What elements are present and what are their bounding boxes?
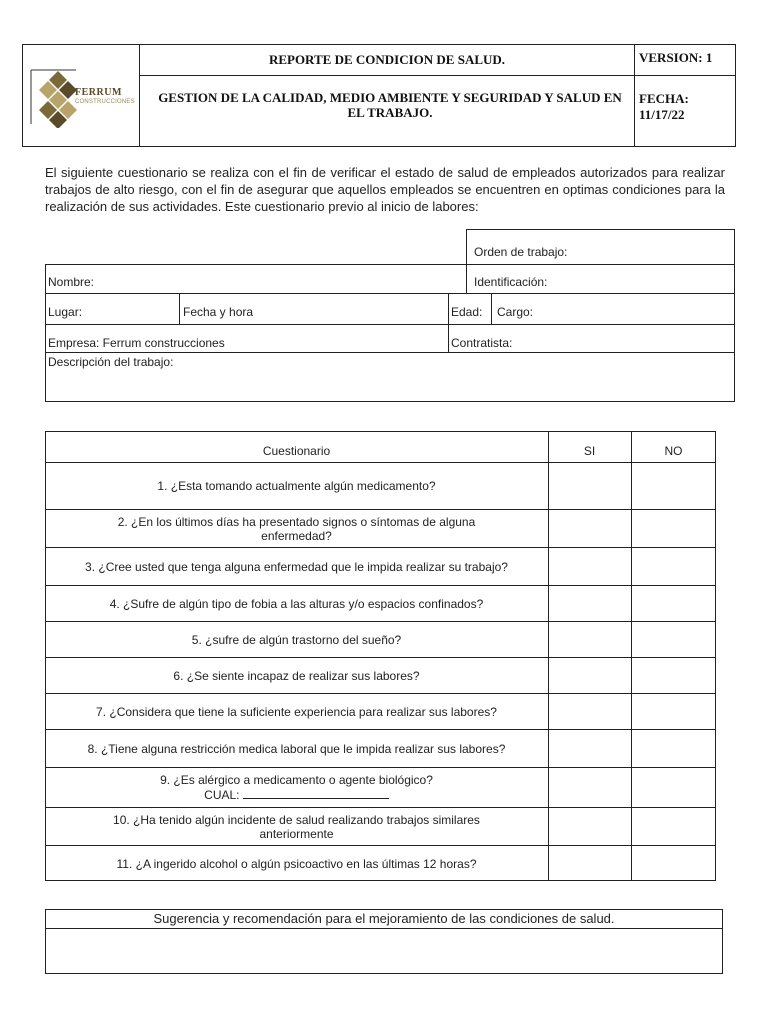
question-10-line-2: anteriormente bbox=[259, 826, 334, 841]
report-title: REPORTE DE CONDICION DE SALUD. bbox=[268, 52, 506, 67]
logo-subtitle: CONSTRUCCIONES bbox=[75, 99, 135, 105]
question-2-line-1: 2. ¿En los últimos días ha presentado signos o síntomas de alguna bbox=[117, 514, 476, 529]
question-6: 6. ¿Se siente incapaz de realizar sus labores? bbox=[173, 668, 420, 683]
question-9-line-2 bbox=[204, 787, 389, 802]
answer-si-1[interactable] bbox=[549, 463, 631, 509]
no-column-header: NO bbox=[664, 444, 683, 458]
sugerencia-field[interactable] bbox=[46, 929, 722, 973]
contratista-label: Contratista: bbox=[451, 336, 513, 350]
answer-si-8[interactable] bbox=[549, 730, 631, 767]
company-logo bbox=[28, 66, 134, 128]
nombre-label: Nombre: bbox=[48, 275, 95, 289]
answer-no-1[interactable] bbox=[632, 463, 716, 509]
answer-no-6[interactable] bbox=[632, 658, 716, 693]
question-11: 11. ¿A ingerido alcohol o algún psicoactivo en las últimas 12 horas? bbox=[116, 856, 477, 871]
fecha-value: 11/17/22 bbox=[639, 107, 685, 122]
logo-name: FERRUM bbox=[75, 87, 122, 98]
descripcion-label: Descripción del trabajo: bbox=[48, 355, 174, 369]
answer-no-3[interactable] bbox=[632, 548, 716, 585]
answer-si-6[interactable] bbox=[549, 658, 631, 693]
answer-si-4[interactable] bbox=[549, 586, 631, 621]
answer-no-8[interactable] bbox=[632, 730, 716, 767]
lugar-label: Lugar: bbox=[48, 305, 83, 319]
answer-no-9[interactable] bbox=[632, 768, 716, 807]
sugerencia-header: Sugerencia y recomendación para el mejoramiento de las condiciones de salud. bbox=[153, 911, 615, 926]
answer-si-10[interactable] bbox=[549, 808, 631, 845]
question-9-line-1: 9. ¿Es alérgico a medicamento o agente biológico? bbox=[160, 773, 433, 787]
answer-no-11[interactable] bbox=[632, 846, 716, 881]
answer-no-7[interactable] bbox=[632, 694, 716, 729]
edad-label: Edad: bbox=[451, 305, 483, 319]
question-8: 8. ¿Tiene alguna restricción medica laboral que le impida realizar sus labores? bbox=[87, 741, 506, 756]
fecha-label: FECHA: bbox=[639, 91, 689, 106]
question-10-line-1: 10. ¿Ha tenido algún incidente de salud realizando trabajos similares bbox=[113, 812, 480, 827]
report-subtitle: GESTION DE LA CALIDAD, MEDIO AMBIENTE Y SEGURIDAD Y SALUD EN EL TRABAJO. bbox=[158, 89, 622, 120]
fecha-hora-label: Fecha y hora bbox=[183, 305, 254, 319]
header-divider bbox=[634, 44, 635, 147]
question-1: 1. ¿Esta tomando actualmente algún medicamento? bbox=[157, 479, 436, 493]
question-2-line-2: enfermedad? bbox=[261, 528, 332, 543]
question-9 bbox=[45, 768, 548, 807]
cual-answer-line[interactable] bbox=[243, 787, 389, 799]
question-4: 4. ¿Sufre de algún tipo de fobia a las alturas y/o espacios confinados? bbox=[109, 596, 484, 611]
question-2 bbox=[45, 510, 548, 547]
cargo-label: Cargo: bbox=[497, 305, 534, 319]
answer-si-9[interactable] bbox=[549, 768, 631, 807]
nombre-field[interactable] bbox=[45, 264, 467, 294]
question-7: 7. ¿Considera que tiene la suficiente experiencia para realizar sus labores? bbox=[96, 704, 497, 719]
identificacion-label: Identificación: bbox=[474, 275, 548, 289]
answer-no-2[interactable] bbox=[632, 510, 716, 547]
answer-no-10[interactable] bbox=[632, 808, 716, 845]
answer-no-5[interactable] bbox=[632, 622, 716, 657]
si-column-header: SI bbox=[583, 444, 596, 458]
question-3: 3. ¿Cree usted que tenga alguna enfermedad que le impida realizar su trabajo? bbox=[85, 559, 508, 574]
intro-paragraph: El siguiente cuestionario se realiza con el fin de verificar el estado de salud de empleados autorizados para realizar trabajos de alto riesgo, con el fin de asegurar que aquellos empleados se encuentren en optimas condiciones para la realización de sus actividades. Este cuestionario previo al inicio de labores: bbox=[45, 165, 725, 214]
answer-si-11[interactable] bbox=[549, 846, 631, 881]
question-5: 5. ¿sufre de algún trastorno del sueño? bbox=[191, 632, 402, 647]
answer-si-2[interactable] bbox=[549, 510, 631, 547]
answer-si-3[interactable] bbox=[549, 548, 631, 585]
empresa-label: Empresa: Ferrum construcciones bbox=[48, 336, 225, 350]
question-10 bbox=[45, 808, 548, 845]
answer-si-5[interactable] bbox=[549, 622, 631, 657]
orden-trabajo-label: Orden de trabajo: bbox=[474, 245, 568, 259]
version-label: VERSION: 1 bbox=[639, 50, 713, 65]
answer-si-7[interactable] bbox=[549, 694, 631, 729]
answer-no-4[interactable] bbox=[632, 586, 716, 621]
cual-label: CUAL: bbox=[204, 788, 240, 802]
questionnaire-header: Cuestionario bbox=[262, 444, 331, 458]
